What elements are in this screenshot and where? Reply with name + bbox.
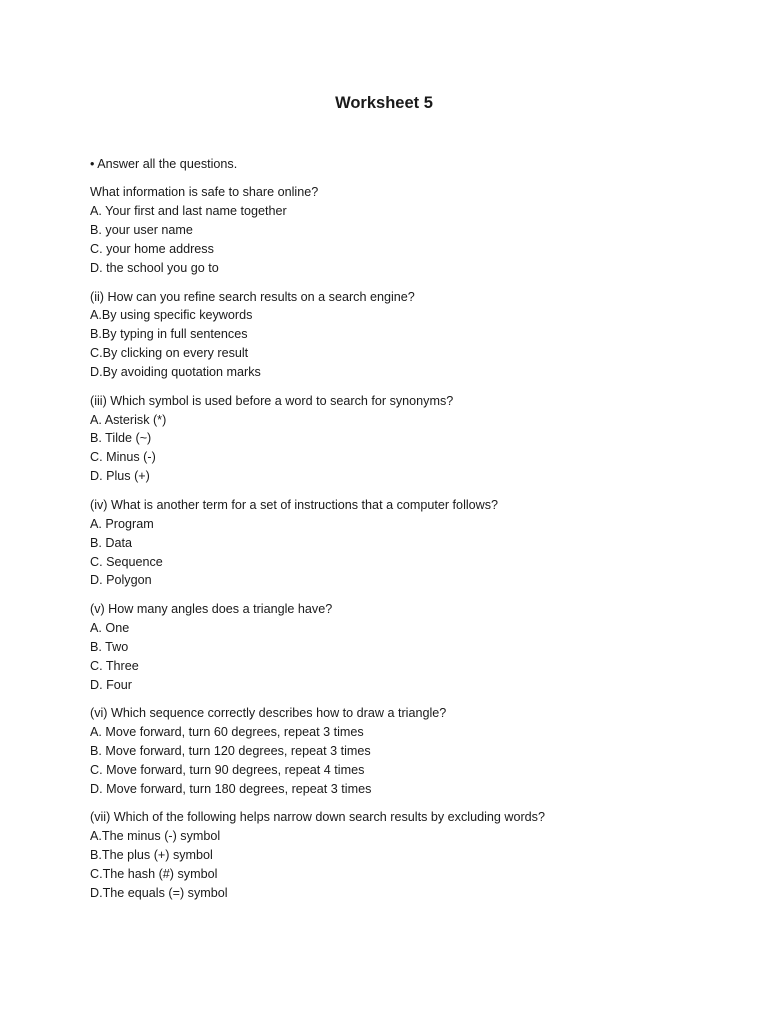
question-text: (v) How many angles does a triangle have? [90, 601, 333, 616]
answer-option-c: C.By clicking on every result [90, 346, 249, 361]
answer-option-b: B. Move forward, turn 120 degrees, repeat 3 times [90, 743, 371, 758]
answer-option-c: C.The hash (#) symbol [90, 866, 218, 881]
answer-option-b: B. your user name [90, 223, 193, 238]
question-7 [90, 808, 730, 903]
answer-option-b: B.The plus (+) symbol [90, 847, 213, 862]
question-4 [90, 496, 730, 591]
question-text: (iii) Which symbol is used before a word to search for synonyms? [90, 393, 454, 408]
answer-option-d: D. the school you go to [90, 261, 219, 276]
question-5 [90, 600, 730, 695]
answer-option-d: D.The equals (=) symbol [90, 885, 228, 900]
answer-option-c: C. Sequence [90, 554, 163, 569]
answer-option-a: A. Move forward, turn 60 degrees, repeat 3 times [90, 724, 364, 739]
answer-option-b: B. Data [90, 535, 132, 550]
question-text: (ii) How can you refine search results on a search engine? [90, 289, 415, 304]
question-text: (vii) Which of the following helps narrow down search results by excluding words? [90, 810, 545, 825]
answer-option-c: C. Three [90, 658, 139, 673]
page-title: Worksheet 5 [335, 94, 433, 112]
answer-option-b: B. Tilde (~) [90, 431, 152, 446]
answer-option-d: D. Four [90, 677, 132, 692]
answer-option-a: A. Program [90, 516, 154, 531]
answer-option-a: A.The minus (-) symbol [90, 829, 221, 844]
answer-option-b: B.By typing in full sentences [90, 327, 248, 342]
answer-option-c: C. Minus (-) [90, 450, 156, 465]
answer-option-d: D. Plus (+) [90, 469, 150, 484]
instruction-text: • Answer all the questions. [90, 157, 238, 171]
answer-option-c: C. your home address [90, 242, 214, 257]
question-6 [90, 704, 730, 799]
answer-option-d: D. Move forward, turn 180 degrees, repeat 3 times [90, 781, 372, 796]
question-3 [90, 392, 730, 487]
answer-option-c: C. Move forward, turn 90 degrees, repeat 4 times [90, 762, 365, 777]
question-1 [90, 183, 730, 278]
answer-option-a: A. Asterisk (*) [90, 412, 167, 427]
answer-option-d: D. Polygon [90, 573, 152, 588]
question-2 [90, 288, 730, 383]
question-text: What information is safe to share online? [90, 185, 319, 200]
answer-option-a: A. Your first and last name together [90, 204, 287, 219]
answer-option-a: A. One [90, 620, 130, 635]
answer-option-b: B. Two [90, 639, 129, 654]
question-text: (vi) Which sequence correctly describes how to draw a triangle? [90, 706, 447, 721]
worksheet-content [90, 155, 730, 912]
question-text: (iv) What is another term for a set of instructions that a computer follows? [90, 497, 499, 512]
answer-option-a: A.By using specific keywords [90, 308, 253, 323]
answer-option-d: D.By avoiding quotation marks [90, 365, 261, 380]
